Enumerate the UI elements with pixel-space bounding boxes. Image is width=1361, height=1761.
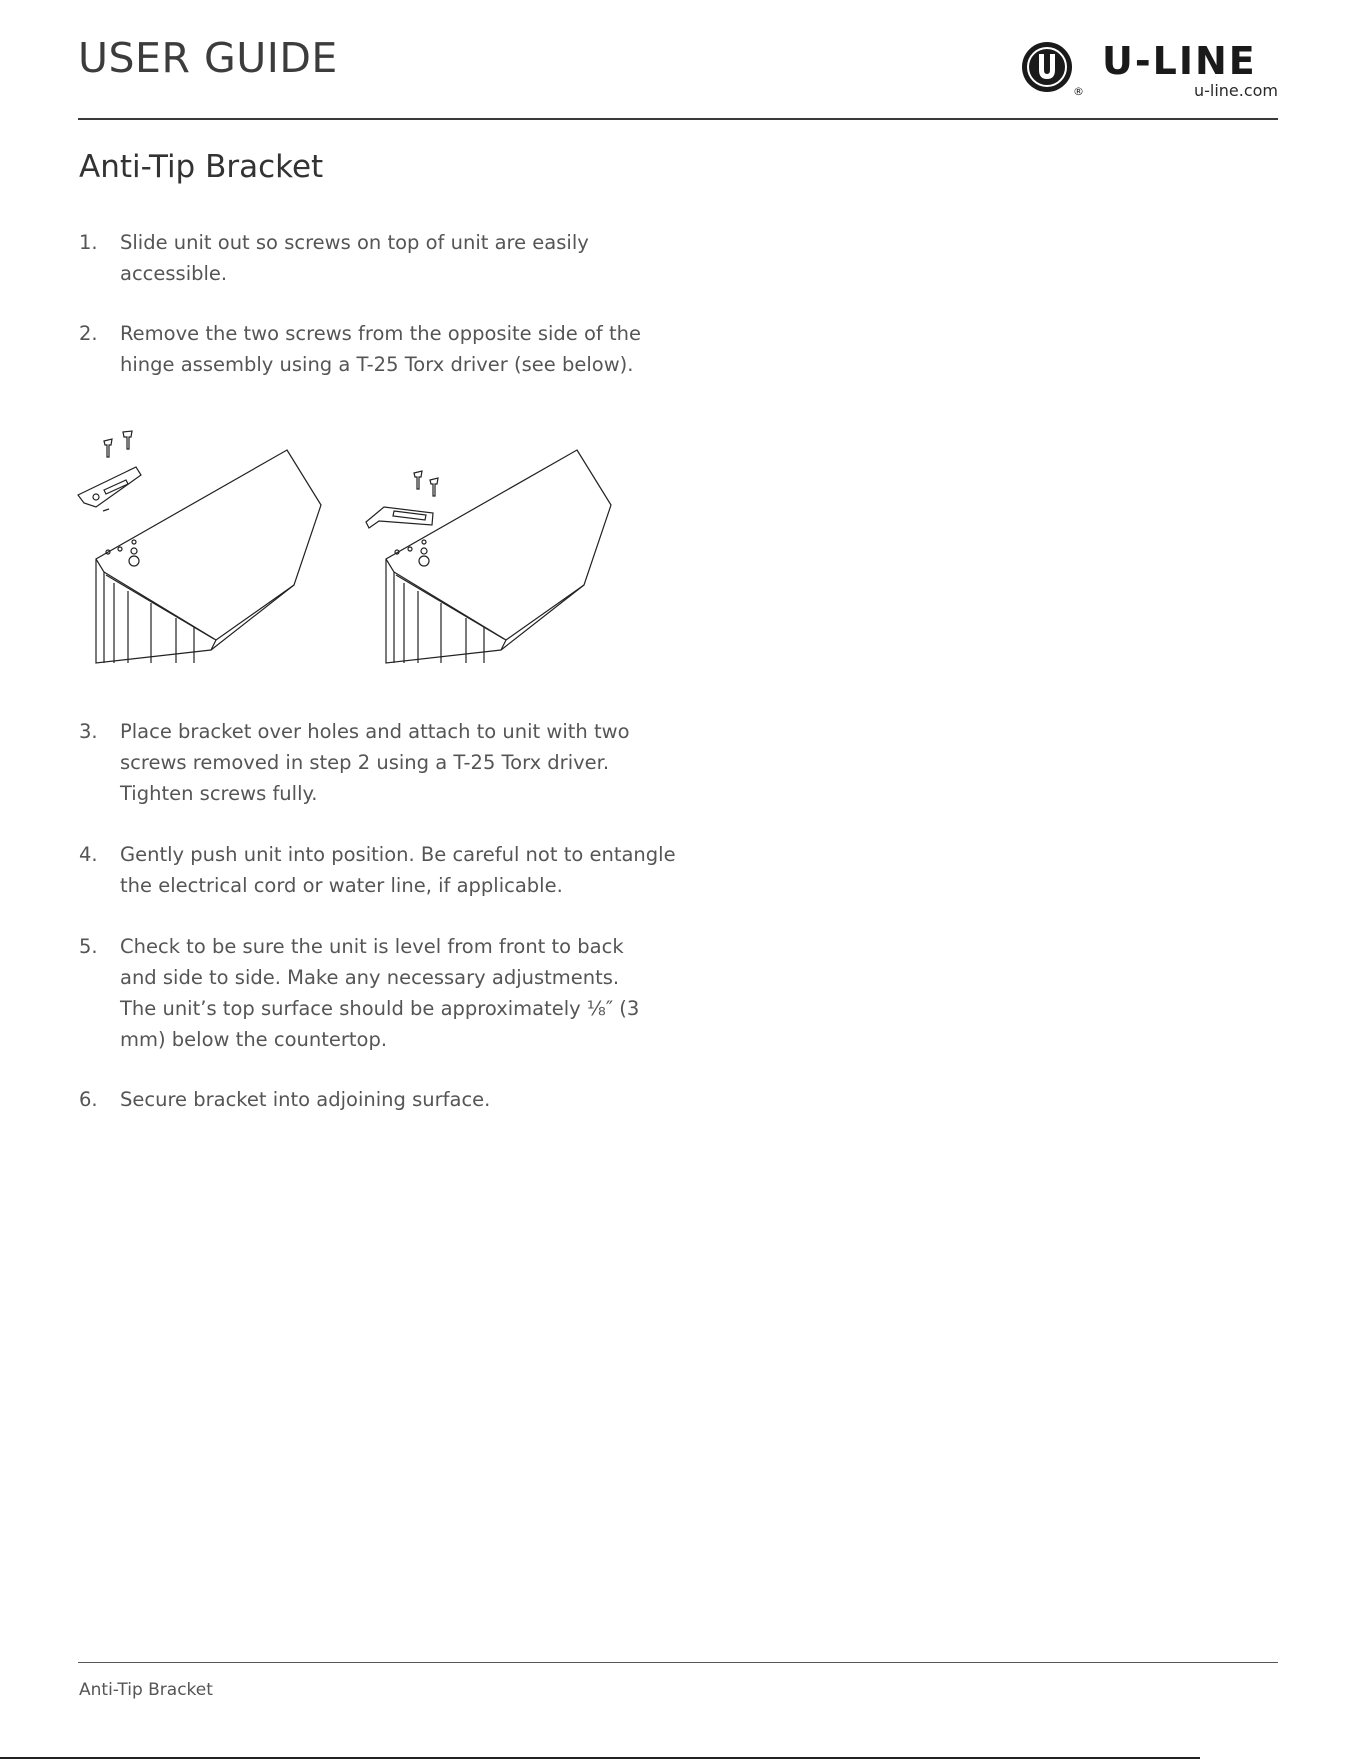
u-line-logo-mark-icon — [1020, 40, 1074, 94]
step-number: 2. — [79, 322, 98, 345]
footer-label: Anti-Tip Bracket — [79, 1680, 213, 1700]
before-removal-drawing — [78, 431, 321, 663]
step-text: Check to be sure the unit is level from front to back and side to side. Make any necessary adjustments. The unit’s top surface should be approximately ⅛″ (3 mm) below the countertop. — [120, 935, 640, 1051]
step-text: Secure bracket into adjoining surface. — [120, 1088, 491, 1111]
step-5 — [79, 931, 679, 1055]
header-divider — [78, 118, 1278, 120]
step-number: 1. — [79, 231, 98, 254]
section-title: Anti-Tip Bracket — [79, 149, 324, 185]
step-3 — [79, 716, 679, 809]
step-text: Place bracket over holes and attach to unit with two screws removed in step 2 using a T-25 Torx driver. Tighten screws fully. — [120, 720, 630, 805]
step-number: 3. — [79, 720, 98, 743]
step-text: Gently push unit into position. Be careful not to entangle the electrical cord or water line, if applicable. — [120, 843, 676, 897]
step-1 — [79, 227, 679, 289]
page-header-title: USER GUIDE — [78, 34, 338, 82]
brand-wordmark: U-LINE — [1102, 39, 1257, 83]
registered-mark: ® — [1073, 85, 1084, 98]
step-4 — [79, 839, 679, 901]
step-text: Slide unit out so screws on top of unit are easily accessible. — [120, 231, 589, 285]
step-number: 6. — [79, 1088, 98, 1111]
bracket-installation-illustration — [76, 425, 646, 675]
step-text: Remove the two screws from the opposite side of the hinge assembly using a T-25 Torx driver (see below). — [120, 322, 641, 376]
after-removal-drawing — [366, 450, 611, 663]
brand-url: u-line.com — [1193, 81, 1278, 100]
step-6 — [79, 1084, 679, 1115]
page-bottom-edge — [0, 1757, 1200, 1759]
footer-divider — [78, 1662, 1278, 1663]
brand-logo — [1018, 36, 1278, 106]
step-number: 5. — [79, 935, 98, 958]
step-number: 4. — [79, 843, 98, 866]
step-2 — [79, 318, 679, 380]
